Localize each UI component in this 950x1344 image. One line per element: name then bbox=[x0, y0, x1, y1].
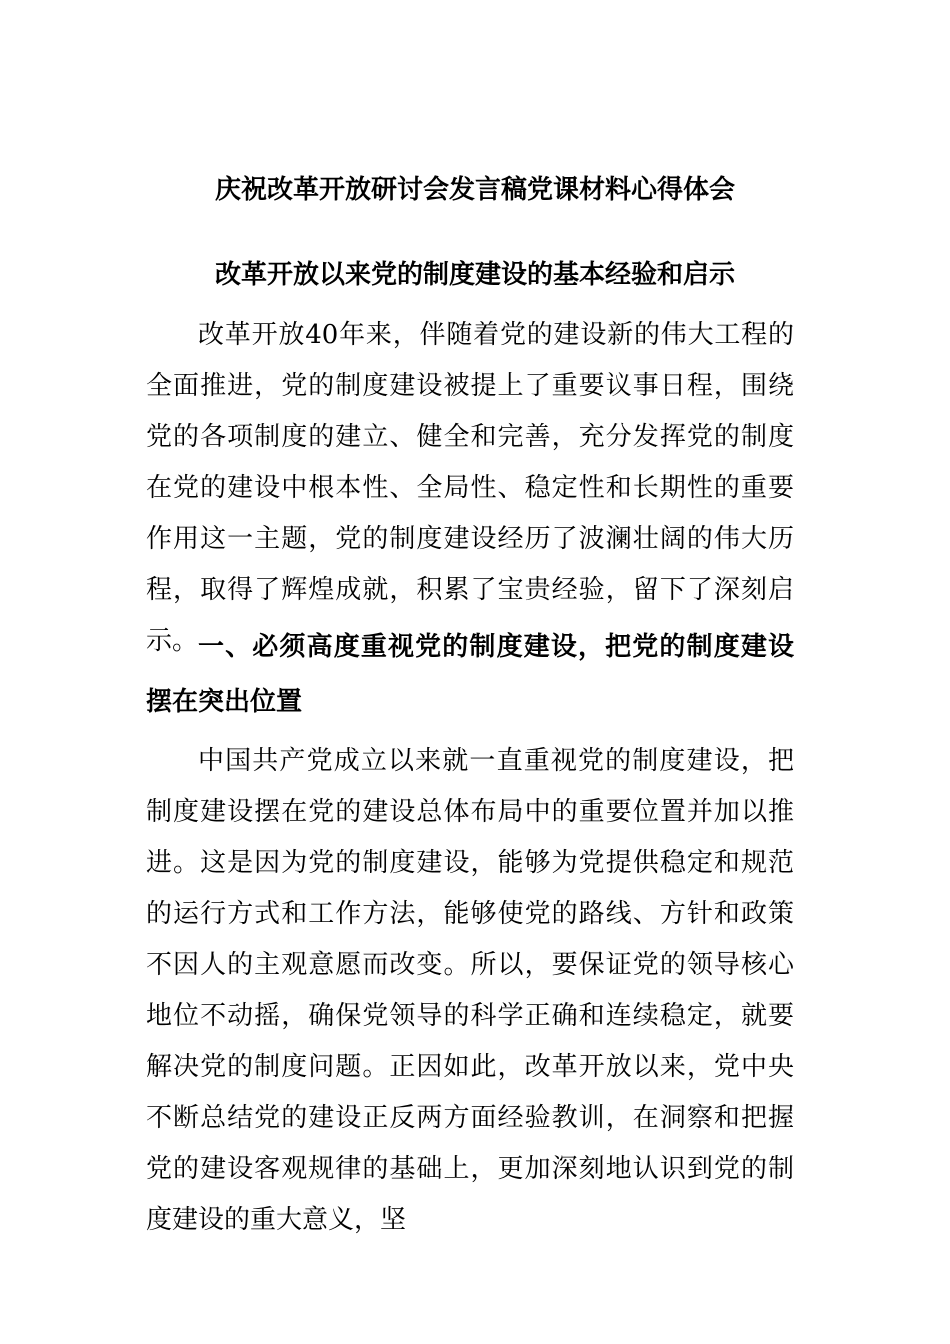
document-subtitle: 改革开放以来党的制度建设的基本经验和启示 bbox=[214, 260, 735, 290]
intro-paragraph: 改革开放40年来，伴随着党的建设新的伟大工程的全面推进，党的制度建设被提上了重要议事日程，围绕党的各项制度的建立、健全和完善，充分发挥党的制度在党的建设中根本性、全局性、稳定性和长期性的重要作用这一主题，党的制度建设经历了波澜壮阔的伟大历程，取得了辉煌成就，积累了宝贵经验，留下了深刻启示。 bbox=[146, 320, 794, 656]
section-1-paragraph: 中国共产党成立以来就一直重视党的制度建设，把制度建设摆在党的建设总体布局中的重要位置并加以推进。这是因为党的制度建设，能够为党提供稳定和规范的运行方式和工作方法，能够使党的路线、方针和政策不因人的主观意愿而改变。所以，要保证党的领导核心地位不动摇，确保党领导的科学正确和连续稳定，就要解决党的制度问题。正因如此，改革开放以来，党中央不断总结党的建设正反两方面经验教训，在洞察和把握党的建设客观规律的基础上，更加深刻地认识到党的制度建设的重大意义，坚 bbox=[146, 746, 794, 1235]
section-heading-1: 一、必须高度重视党的制度建设，把党的制度建设摆在突出位置 bbox=[146, 632, 794, 717]
document-title: 庆祝改革开放研讨会发言稿党课材料心得体会 bbox=[214, 175, 735, 205]
